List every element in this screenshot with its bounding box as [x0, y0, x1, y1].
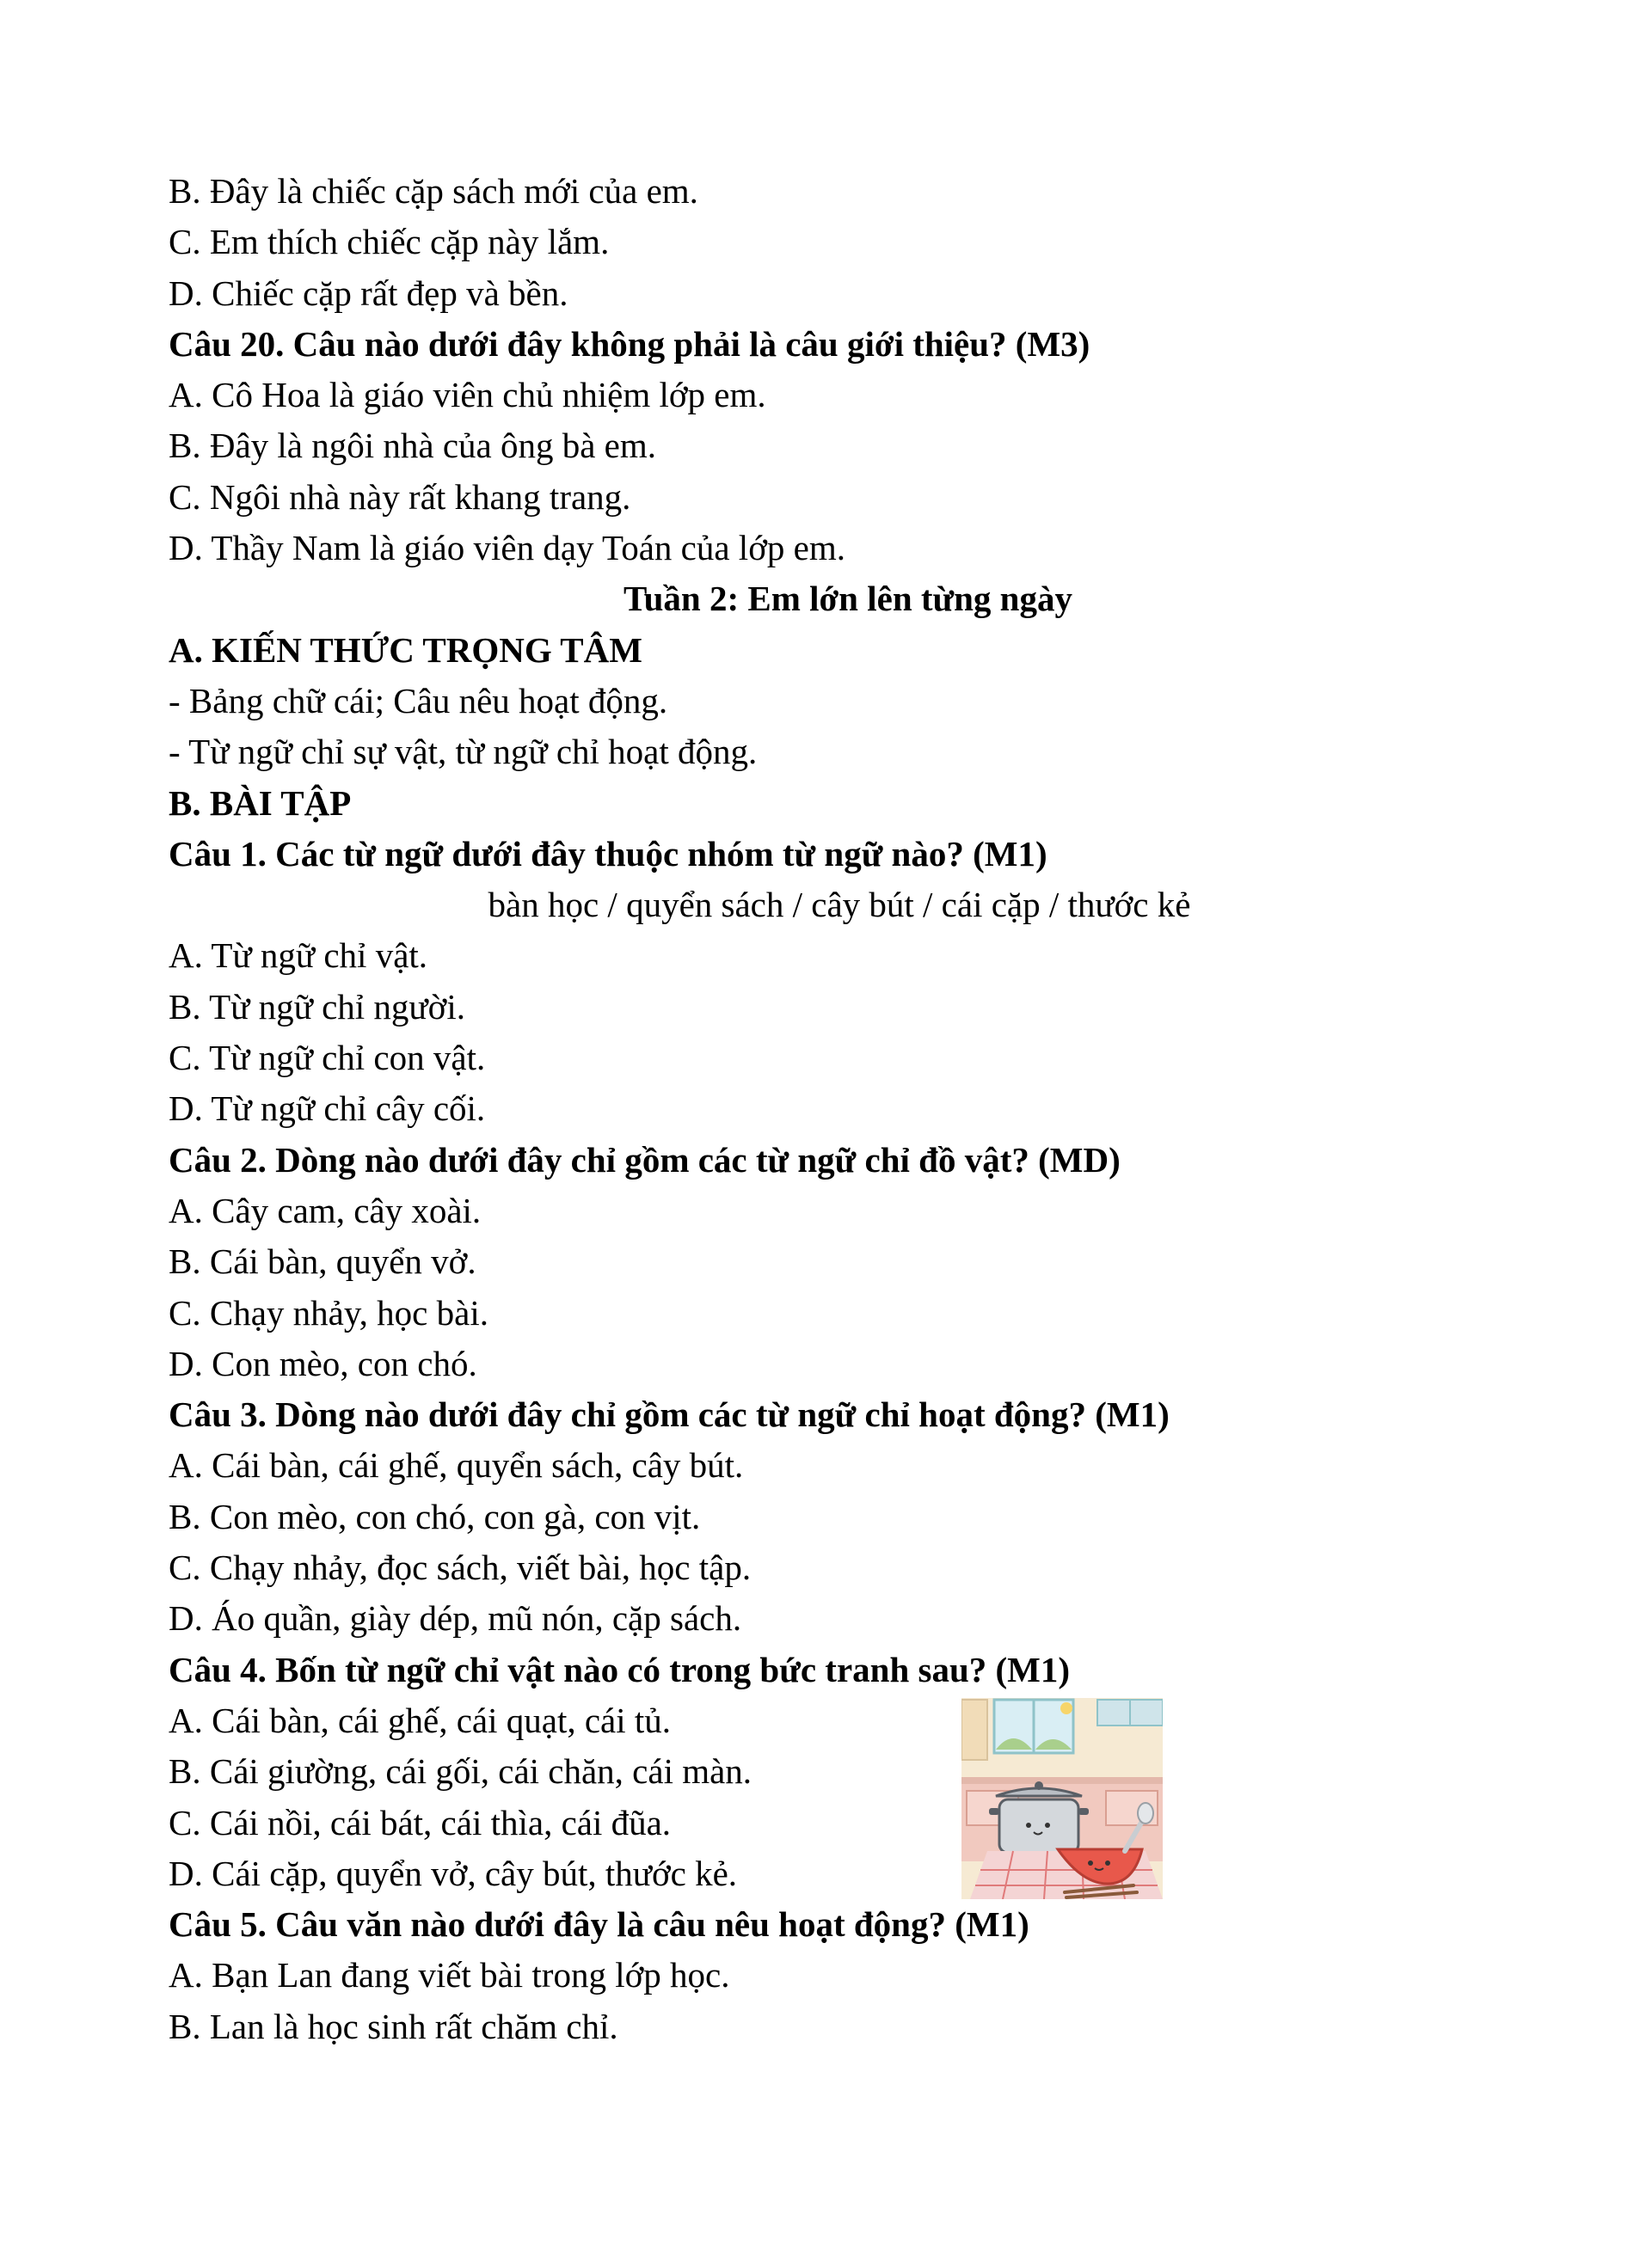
option-line: C. Ngôi nhà này rất khang trang.: [169, 476, 631, 517]
section-a-item: - Từ ngữ chỉ sự vật, từ ngữ chỉ hoạt động.: [169, 732, 758, 772]
option-line: A. Cái bàn, cái ghế, quyển sách, cây bút.: [169, 1445, 744, 1486]
option-line: D. Thầy Nam là giáo viên dạy Toán của lớp em.: [169, 528, 845, 568]
option-line: A. Cái bàn, cái ghế, cái quạt, cái tủ.: [169, 1700, 672, 1740]
sun: [1060, 1702, 1072, 1714]
option-line: C. Chạy nhảy, học bài.: [169, 1292, 488, 1333]
word-list: bàn học / quyển sách / cây bút / cái cặp / thước kẻ: [488, 885, 1191, 925]
kitchen-illustration: [961, 1698, 1163, 1899]
option-line: B. Lan là học sinh rất chăm chỉ.: [169, 2006, 618, 2046]
question-1: Câu 1. Các từ ngữ dưới đây thuộc nhóm từ ngữ nào? (M1): [169, 833, 1047, 873]
section-b-heading: B. BÀI TẬP: [169, 782, 352, 823]
text-line: B. Đây là chiếc cặp sách mới của em.: [169, 171, 698, 211]
week-title: Tuần 2: Em lớn lên từng ngày: [624, 579, 1072, 619]
section-a-item: - Bảng chữ cái; Câu nêu hoạt động.: [169, 680, 668, 720]
document-content: [169, 166, 1459, 2052]
option-line: A. Từ ngữ chỉ vật.: [169, 935, 428, 976]
option-line: C. Chạy nhảy, đọc sách, viết bài, học tập.: [169, 1548, 752, 1588]
option-line: D. Áo quần, giày dép, mũ nón, cặp sách.: [169, 1598, 742, 1639]
section-a-heading: A. KIẾN THỨC TRỌNG TÂM: [169, 629, 642, 670]
text-line: D. Chiếc cặp rất đẹp và bền.: [169, 273, 568, 313]
option-line: D. Con mèo, con chó.: [169, 1343, 477, 1383]
question-4: Câu 4. Bốn từ ngữ chỉ vật nào có trong bức tranh sau? (M1): [169, 1649, 1071, 1689]
option-line: D. Cái cặp, quyển vở, cây bút, thước kẻ.: [169, 1853, 738, 1893]
question-5: Câu 5. Câu văn nào dưới đây là câu nêu hoạt động? (M1): [169, 1904, 1029, 1945]
option-line: A. Cây cam, cây xoài.: [169, 1190, 482, 1230]
question-20: Câu 20. Câu nào dưới đây không phải là câu giới thiệu? (M3): [169, 323, 1090, 364]
option-line: A. Cô Hoa là giáo viên chủ nhiệm lớp em.: [169, 375, 766, 415]
option-line: C. Từ ngữ chỉ con vật.: [169, 1038, 486, 1078]
option-line: D. Từ ngữ chỉ cây cối.: [169, 1088, 486, 1129]
option-line: B. Từ ngữ chỉ người.: [169, 986, 465, 1027]
option-line: B. Cái giường, cái gối, cái chăn, cái màn.: [169, 1751, 752, 1792]
question-3: Câu 3. Dòng nào dưới đây chỉ gồm các từ ngữ chỉ hoạt động? (M1): [169, 1395, 1170, 1435]
option-line: C. Cái nồi, cái bát, cái thìa, cái đũa.: [169, 1802, 672, 1842]
pot: [999, 1799, 1078, 1853]
option-line: B. Con mèo, con chó, con gà, con vịt.: [169, 1496, 701, 1536]
option-line: B. Cái bàn, quyển vở.: [169, 1241, 476, 1282]
option-line: A. Bạn Lan đang viết bài trong lớp học.: [169, 1955, 730, 1995]
text-line: C. Em thích chiếc cặp này lắm.: [169, 222, 610, 262]
question-2: Câu 2. Dòng nào dưới đây chỉ gồm các từ ngữ chỉ đồ vật? (MD): [169, 1139, 1121, 1180]
option-line: B. Đây là ngôi nhà của ông bà em.: [169, 426, 657, 466]
